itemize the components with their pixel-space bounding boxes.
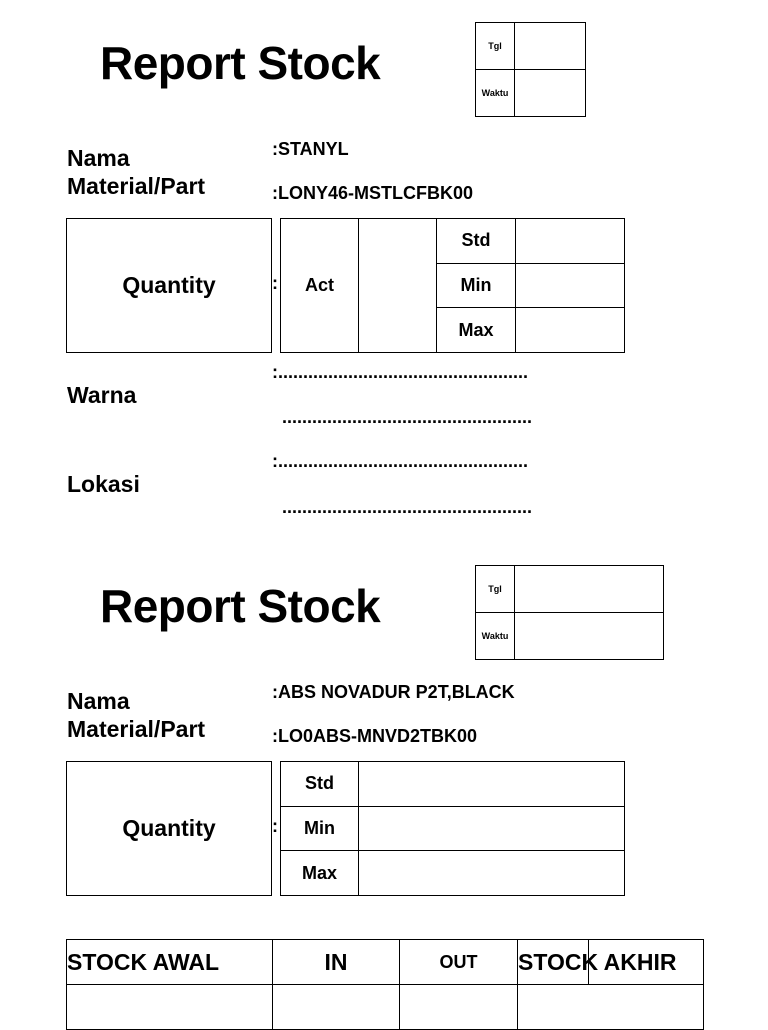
lokasi-dotted-line-2[interactable]: .................................................. (282, 497, 533, 517)
part-number: LO0ABS-MNVD2TBK00 (278, 726, 478, 746)
colon: : (272, 682, 278, 702)
out-header: OUT (400, 940, 518, 985)
stock-header-row (67, 940, 704, 985)
std-label: Std (281, 762, 359, 807)
max-value-cell[interactable] (516, 308, 625, 353)
waktu-value-cell[interactable] (515, 613, 664, 660)
nama-label-line1: Nama (67, 688, 130, 714)
stock-akhir-header (518, 940, 704, 985)
material-name: ABS NOVADUR P2T,BLACK (278, 682, 515, 702)
report-1-date-time-box (475, 22, 586, 117)
stock-value-row (67, 985, 704, 1030)
warna-dotted-line-2[interactable]: .................................................. (282, 407, 533, 427)
stock-akhir-label: STOCK AKHIR (518, 948, 677, 975)
warna-dotted-line-1[interactable]: :.................................................. (272, 362, 529, 382)
colon: : (272, 726, 278, 746)
colon: : (272, 183, 278, 203)
min-value-cell[interactable] (516, 263, 625, 308)
lokasi-label: Lokasi (67, 471, 140, 497)
stock-summary-table (66, 939, 704, 1030)
min-value-cell[interactable] (359, 806, 625, 851)
max-label: Max (437, 308, 516, 353)
std-value-cell[interactable] (516, 219, 625, 264)
quantity-label: Quantity (122, 815, 216, 841)
nama-label (67, 687, 205, 743)
warna-label: Warna (67, 382, 137, 408)
stock-akhir-value-cell[interactable] (518, 985, 704, 1030)
nama-label (67, 144, 205, 200)
std-value-cell[interactable] (359, 762, 625, 807)
tgl-label: Tgl (476, 23, 515, 70)
report-2-title: Report Stock (100, 580, 381, 632)
in-value-cell[interactable] (273, 985, 400, 1030)
act-value-cell[interactable] (359, 219, 437, 353)
stock-awal-value-cell[interactable] (67, 985, 273, 1030)
quantity-label-box (66, 218, 272, 353)
part-number: LONY46-MSTLCFBK00 (278, 183, 474, 203)
min-label: Min (281, 806, 359, 851)
max-label: Max (281, 851, 359, 896)
nama-label-line2: Material/Part (67, 716, 206, 742)
in-header: IN (273, 940, 400, 985)
quantity-colon: : (272, 816, 278, 836)
min-label: Min (437, 263, 516, 308)
report-1-quantity-table (280, 218, 625, 353)
quantity-label: Quantity (122, 272, 216, 298)
part-number-row (272, 183, 473, 204)
report-2-date-time-box (475, 565, 664, 660)
tgl-label: Tgl (476, 566, 515, 613)
material-name-row (272, 139, 349, 160)
material-name: STANYL (278, 139, 349, 159)
colon: : (272, 139, 278, 159)
lokasi-dotted-line-1[interactable]: :.................................................. (272, 451, 529, 471)
waktu-value-cell[interactable] (515, 70, 586, 117)
nama-label-line1: Nama (67, 145, 130, 171)
waktu-label: Waktu (476, 613, 515, 660)
quantity-label-box (66, 761, 272, 896)
waktu-label: Waktu (476, 70, 515, 117)
max-value-cell[interactable] (359, 851, 625, 896)
stock-akhir-divider (588, 940, 589, 984)
report-1-title: Report Stock (100, 37, 381, 89)
report-2-quantity-table (280, 761, 625, 896)
std-label: Std (437, 219, 516, 264)
tgl-value-cell[interactable] (515, 23, 586, 70)
out-value-cell[interactable] (400, 985, 518, 1030)
stock-awal-header: STOCK AWAL (67, 940, 273, 985)
quantity-colon: : (272, 273, 278, 293)
material-name-row (272, 682, 515, 703)
act-label: Act (281, 219, 359, 353)
tgl-value-cell[interactable] (515, 566, 664, 613)
part-number-row (272, 726, 477, 747)
nama-label-line2: Material/Part (67, 173, 206, 199)
